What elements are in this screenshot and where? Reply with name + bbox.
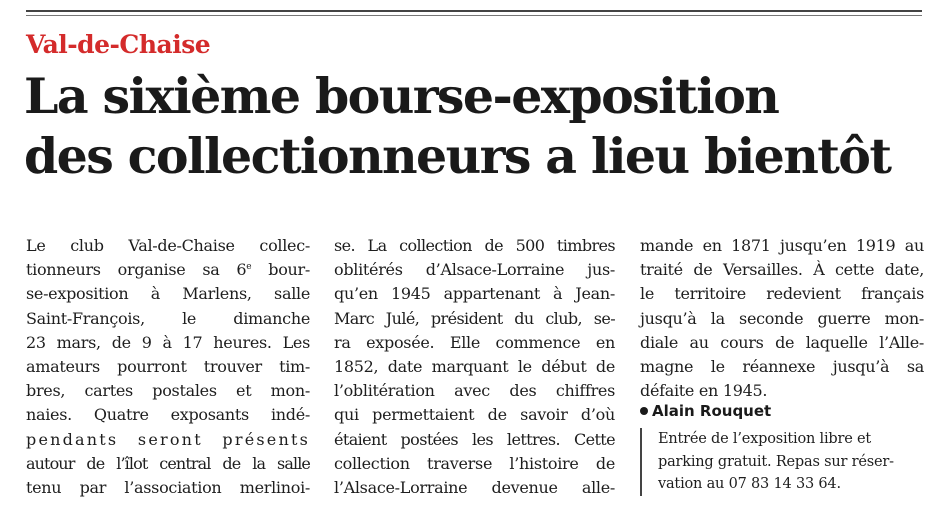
body-line: qu’en 1945 appartenant à Jean-	[334, 284, 615, 304]
body-line: l’oblitération avec des chiffres	[334, 381, 615, 401]
bullet-icon	[640, 407, 648, 415]
info-line: Entrée de l’exposition libre et	[658, 431, 872, 447]
body-line: Marc Julé, président du club, se-	[334, 308, 615, 328]
headline-line-2: des collectionneurs a lieu bientôt	[24, 127, 891, 185]
body-line: traité de Versailles. À cette date,	[640, 260, 924, 280]
body-line: diale au cours de laquelle l’Alle-	[640, 332, 924, 352]
kicker: Val-de-Chaise	[26, 30, 211, 59]
headline	[24, 66, 924, 186]
body-line: naies. Quatre exposants indé-	[26, 405, 310, 425]
author-byline	[640, 402, 771, 420]
body-line-tail: bour-	[251, 260, 310, 280]
headline-line-1: La sixième bourse-exposition	[24, 67, 779, 125]
body-line: amateurs pourront trouver tim-	[26, 357, 310, 377]
article-column-3	[640, 234, 924, 403]
body-line: collection traverse l’histoire de	[334, 453, 615, 473]
body-line: défaite en 1945.	[640, 381, 768, 401]
body-line: Saint-François, le dimanche	[26, 308, 310, 328]
body-line-text: tionneurs organise sa 6	[26, 260, 247, 280]
article-column-1	[26, 234, 310, 500]
body-line: bres, cartes postales et mon-	[26, 381, 310, 401]
body-line: oblitérés d’Alsace-Lorraine jus-	[334, 260, 615, 280]
body-line: tenu par l’association merlinoi-	[26, 478, 310, 498]
body-line: étaient postées les lettres. Cette	[334, 429, 615, 449]
info-line: parking gratuit. Repas sur réser-	[658, 453, 894, 470]
body-line: pendants seront présents	[26, 429, 310, 449]
article-column-2	[334, 234, 615, 500]
body-line: mande en 1871 jusqu’en 1919 au	[640, 236, 924, 255]
body-line: ra exposée. Elle commence en	[334, 332, 615, 352]
body-line	[26, 258, 310, 282]
ordinal-sup: e	[246, 262, 252, 273]
body-line: magne le réannexe jusqu’à sa	[640, 357, 924, 377]
body-line: se. La collection de 500 timbres	[334, 236, 615, 255]
body-line: Le club Val-de-Chaise collec-	[26, 236, 310, 255]
author-name: Alain Rouquet	[652, 402, 772, 420]
top-rule-thin	[26, 15, 922, 16]
top-rule	[26, 10, 922, 12]
body-line: autour de l’îlot central de la salle	[26, 453, 310, 473]
body-line: l’Alsace-Lorraine devenue alle-	[334, 478, 615, 498]
info-line: vation au 07 83 14 33 64.	[658, 476, 841, 492]
body-line: qui permettaient de savoir d’où	[334, 405, 615, 425]
body-line: le territoire redevient français	[640, 284, 924, 304]
body-line: jusqu’à la seconde guerre mon-	[640, 308, 924, 328]
info-box	[640, 428, 926, 496]
body-line: 23 mars, de 9 à 17 heures. Les	[26, 332, 310, 352]
info-box-text	[658, 428, 920, 496]
body-line: se-exposition à Marlens, salle	[26, 284, 310, 304]
body-line: 1852, date marquant le début de	[334, 357, 615, 377]
